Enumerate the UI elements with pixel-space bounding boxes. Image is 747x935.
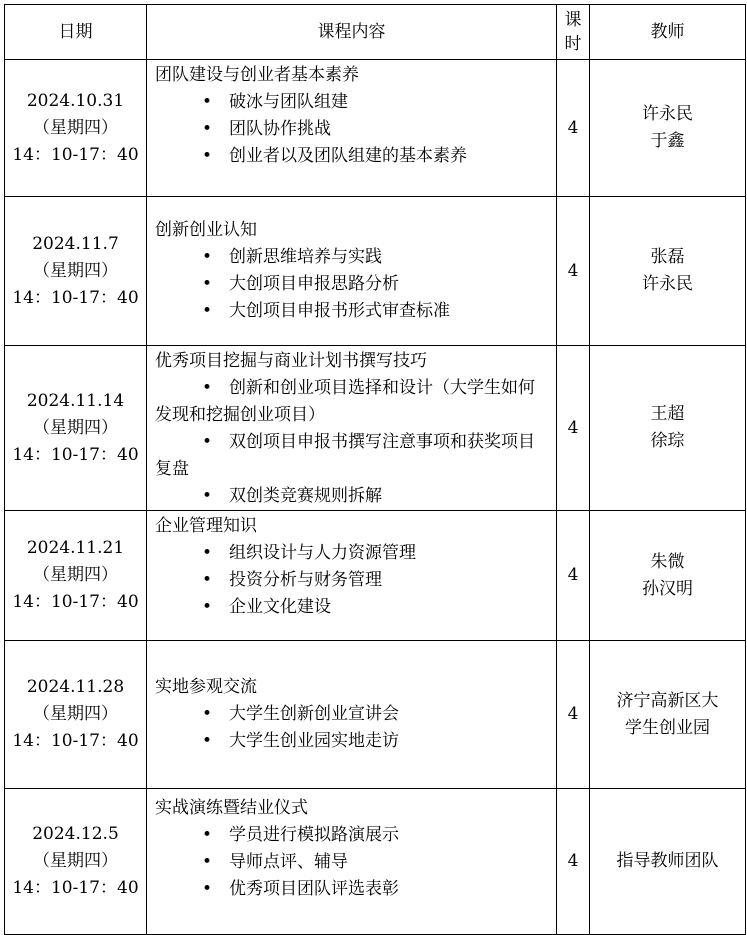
weekday-text: （星期四） [33, 417, 118, 438]
list-item [155, 849, 550, 876]
time-text: 14：10-17：40 [12, 592, 139, 612]
item-text: 导师点评、辅导 [229, 852, 348, 872]
teacher-name: 徐琮 [650, 431, 685, 451]
course-topic: 团队建设与创业者基本素养 [155, 65, 359, 85]
list-item [155, 375, 550, 429]
list-item [155, 728, 550, 755]
teacher-name: 许永民 [642, 104, 693, 124]
course-items [155, 822, 550, 903]
weekday-text: （星期四） [33, 704, 118, 724]
item-text: 投资分析与财务管理 [229, 570, 382, 590]
table-row [5, 346, 746, 511]
item-text: 创业者以及团队组建的基本素养 [229, 146, 467, 166]
date-cell [5, 641, 147, 789]
bullet-icon: • [202, 486, 213, 506]
teacher-cell [590, 641, 746, 789]
course-schedule-table [4, 4, 746, 935]
table-row [5, 641, 746, 789]
item-text: 团队协作挑战 [229, 119, 331, 139]
bullet-icon: • [202, 92, 213, 112]
item-text: 双创项目申报书撰写注意事项和获奖项目复盘 [155, 432, 535, 479]
bullet-icon: • [202, 704, 213, 724]
bullet-icon: • [202, 432, 213, 452]
teacher-cell [590, 511, 746, 641]
weekday-text: （星期四） [33, 117, 118, 138]
bullet-icon: • [202, 301, 213, 321]
course-items [155, 244, 550, 325]
time-text: 14：10-17：40 [12, 878, 139, 898]
teacher-name: 王超 [650, 404, 685, 424]
list-item [155, 483, 550, 510]
list-item [155, 567, 550, 594]
teacher-name: 朱微 [650, 551, 685, 572]
hours-cell: 4 [557, 197, 590, 346]
item-text: 大创项目申报思路分析 [229, 274, 399, 294]
course-topic: 实地参观交流 [155, 677, 257, 697]
item-text: 创新和创业项目选择和设计（大学生如何发现和挖掘创业项目） [155, 378, 535, 425]
content-cell [147, 641, 557, 789]
teacher-cell [590, 789, 746, 935]
list-item [155, 540, 550, 567]
bullet-icon: • [202, 597, 213, 617]
date-cell [5, 60, 147, 197]
bullet-icon: • [202, 731, 213, 751]
date-text: 2024.10.31 [26, 90, 125, 111]
course-items [155, 540, 550, 621]
item-text: 双创类竞赛规则拆解 [229, 486, 382, 506]
teacher-name: 学生创业园 [625, 717, 710, 738]
list-item [155, 701, 550, 728]
hours-cell: 4 [557, 789, 590, 935]
teacher-name: 济宁高新区大 [616, 690, 719, 711]
hours-cell: 4 [557, 511, 590, 641]
item-text: 创新思维培养与实践 [229, 247, 382, 267]
course-topic: 创新创业认知 [155, 220, 257, 240]
hours-cell: 4 [557, 60, 590, 197]
bullet-icon: • [202, 274, 213, 294]
date-cell [5, 346, 147, 511]
header-hours [557, 5, 590, 60]
item-text: 大创项目申报书形式审查标准 [229, 301, 450, 321]
list-item [155, 594, 550, 621]
teacher-cell [590, 60, 746, 197]
date-text: 2024.11.28 [26, 677, 125, 697]
bullet-icon: • [202, 119, 213, 139]
teacher-cell [590, 346, 746, 511]
list-item [155, 89, 550, 116]
date-text: 2024.12.5 [32, 824, 119, 844]
hours-cell: 4 [557, 641, 590, 789]
item-text: 组织设计与人力资源管理 [229, 543, 416, 563]
bullet-icon: • [202, 825, 213, 845]
teacher-name: 许永民 [642, 274, 693, 294]
course-topic: 企业管理知识 [155, 516, 257, 536]
item-text: 优秀项目团队评选表彰 [229, 879, 399, 899]
teacher-name: 于鑫 [650, 131, 685, 151]
bullet-icon: • [202, 378, 213, 398]
content-cell [147, 197, 557, 346]
content-cell [147, 346, 557, 511]
hours-cell: 4 [557, 346, 590, 511]
teacher-name: 张磊 [650, 247, 685, 267]
item-text: 大学生创业园实地走访 [229, 731, 399, 751]
time-text: 14：10-17：40 [12, 731, 139, 751]
course-topic: 实战演练暨结业仪式 [155, 798, 308, 818]
date-text: 2024.11.7 [32, 233, 119, 254]
teacher-name: 孙汉明 [642, 578, 693, 599]
course-topic: 优秀项目挖掘与商业计划书撰写技巧 [155, 351, 427, 371]
list-item [155, 143, 550, 170]
bullet-icon: • [202, 852, 213, 872]
list-item [155, 244, 550, 271]
item-text: 学员进行模拟路演展示 [229, 825, 399, 845]
weekday-text: （星期四） [33, 260, 118, 281]
time-text: 14：10-17：40 [12, 444, 139, 465]
header-date: 日期 [5, 5, 147, 60]
content-cell [147, 511, 557, 641]
course-items [155, 701, 550, 755]
list-item [155, 876, 550, 903]
item-text: 企业文化建设 [229, 597, 331, 617]
teacher-name: 指导教师团队 [616, 851, 719, 871]
date-cell [5, 789, 147, 935]
teacher-cell [590, 197, 746, 346]
content-cell [147, 60, 557, 197]
time-text: 14：10-17：40 [12, 144, 139, 165]
item-text: 破冰与团队组建 [229, 92, 348, 112]
header-hours-line2: 时 [564, 34, 582, 54]
list-item [155, 822, 550, 849]
header-hours-line1: 课 [564, 10, 582, 30]
bullet-icon: • [202, 570, 213, 590]
time-text: 14：10-17：40 [12, 287, 139, 308]
list-item [155, 298, 550, 325]
bullet-icon: • [202, 543, 213, 563]
bullet-icon: • [202, 146, 213, 166]
date-text: 2024.11.21 [26, 538, 125, 558]
table-row [5, 60, 746, 197]
weekday-text: （星期四） [33, 565, 118, 585]
list-item [155, 271, 550, 298]
item-text: 大学生创新创业宣讲会 [229, 704, 399, 724]
table-row [5, 789, 746, 935]
bullet-icon: • [202, 247, 213, 267]
header-row [5, 5, 746, 60]
list-item [155, 116, 550, 143]
table-row [5, 511, 746, 641]
weekday-text: （星期四） [33, 851, 118, 871]
content-cell [147, 789, 557, 935]
date-cell [5, 197, 147, 346]
table-row [5, 197, 746, 346]
course-items [155, 89, 550, 170]
date-cell [5, 511, 147, 641]
list-item [155, 429, 550, 483]
header-teacher: 教师 [590, 5, 746, 60]
bullet-icon: • [202, 879, 213, 899]
header-content: 课程内容 [147, 5, 557, 60]
course-items [155, 375, 550, 510]
date-text: 2024.11.14 [26, 390, 125, 411]
